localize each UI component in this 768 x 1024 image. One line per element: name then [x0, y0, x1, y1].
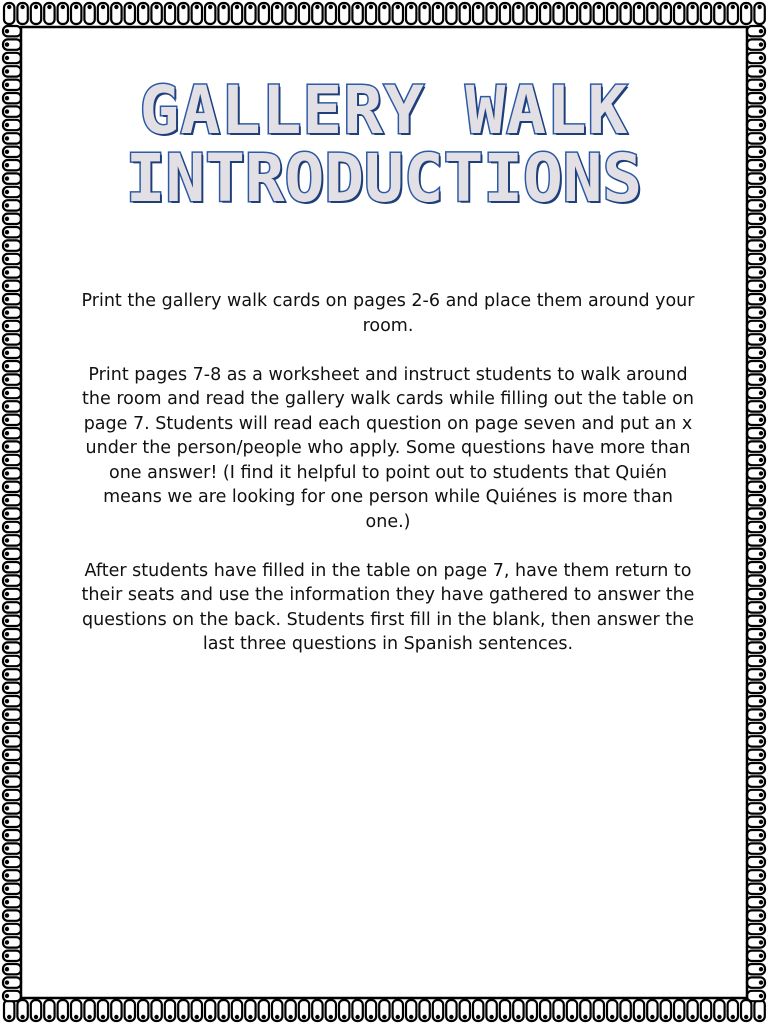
- border-dot: [759, 592, 763, 596]
- border-dot: [759, 793, 763, 797]
- border-dot: [262, 1015, 266, 1019]
- border-dot: [61, 5, 65, 9]
- border-dot: [489, 5, 493, 9]
- border-dot: [623, 5, 627, 9]
- border-dot: [610, 1015, 614, 1019]
- border-dot: [759, 913, 763, 917]
- title-block: [0, 72, 768, 217]
- border-dot: [759, 565, 763, 569]
- border-dot: [759, 498, 763, 502]
- border-dot: [5, 270, 9, 274]
- border-dot: [87, 1015, 91, 1019]
- border-dot: [315, 1015, 319, 1019]
- border-dot: [5, 686, 9, 690]
- border-dot: [168, 1015, 172, 1019]
- instructions-body: [78, 289, 698, 681]
- border-dot: [759, 833, 763, 837]
- border-dot: [5, 56, 9, 60]
- border-dot: [759, 284, 763, 288]
- border-dot: [690, 5, 694, 9]
- border-dot: [5, 632, 9, 636]
- border-dot: [275, 5, 279, 9]
- border-dot: [503, 1015, 507, 1019]
- border-dot: [759, 672, 763, 676]
- border-dot: [476, 1015, 480, 1019]
- border-dot: [759, 766, 763, 770]
- border-dot: [637, 5, 641, 9]
- border-dot: [208, 5, 212, 9]
- border-dot: [382, 1015, 386, 1019]
- border-dot: [248, 1015, 252, 1019]
- border-dot: [731, 5, 735, 9]
- border-dot: [759, 217, 763, 221]
- page-title-line-1: GALLERY WALK: [139, 72, 629, 149]
- border-dot: [449, 5, 453, 9]
- border-dot: [759, 605, 763, 609]
- border-dot: [650, 1015, 654, 1019]
- border-dot: [463, 1015, 467, 1019]
- border-dot: [114, 5, 118, 9]
- border-dot: [5, 485, 9, 489]
- border-dot: [5, 230, 9, 234]
- border-dot: [5, 766, 9, 770]
- border-dot: [5, 967, 9, 971]
- instruction-paragraph-3: After students have filled in the table on page 7, have them return to their seats and use the information they have gathered to answer the questions on the back. Students first fill in the blank, then answer the last three questions in Spanish sentences.: [81, 560, 695, 654]
- border-dot: [262, 5, 266, 9]
- border-dot: [5, 257, 9, 261]
- border-dot: [677, 5, 681, 9]
- border-dot: [759, 337, 763, 341]
- border-dot: [5, 511, 9, 515]
- border-dot: [355, 1015, 359, 1019]
- border-dot: [34, 5, 38, 9]
- border-dot: [759, 42, 763, 46]
- border-dot: [409, 1015, 413, 1019]
- border-dot: [759, 431, 763, 435]
- border-dot: [731, 1015, 735, 1019]
- border-dot: [235, 1015, 239, 1019]
- border-dot: [128, 1015, 132, 1019]
- border-dot: [5, 645, 9, 649]
- border-dot: [449, 1015, 453, 1019]
- border-dot: [101, 5, 105, 9]
- border-dot: [759, 632, 763, 636]
- border-dot: [5, 498, 9, 502]
- border-dot: [235, 5, 239, 9]
- border-dot: [5, 659, 9, 663]
- border-dot: [5, 712, 9, 716]
- instruction-paragraph-1: Print the gallery walk cards on pages 2-6 and place them around your room.: [81, 291, 695, 336]
- border-dot: [516, 5, 520, 9]
- border-dot: [759, 458, 763, 462]
- border-dot: [503, 5, 507, 9]
- border-dot: [759, 967, 763, 971]
- border-dot: [757, 1015, 761, 1019]
- border-dot: [154, 1015, 158, 1019]
- border-dot: [650, 5, 654, 9]
- border-dot: [409, 5, 413, 9]
- border-dot: [759, 471, 763, 475]
- border-dot: [5, 753, 9, 757]
- border-dot: [141, 1015, 145, 1019]
- border-dot: [597, 5, 601, 9]
- border-dot: [114, 1015, 118, 1019]
- border-dot: [583, 5, 587, 9]
- border-dot: [5, 672, 9, 676]
- border-dot: [275, 1015, 279, 1019]
- border-dot: [5, 726, 9, 730]
- border-dot: [342, 1015, 346, 1019]
- border-dot: [5, 217, 9, 221]
- border-dot: [5, 391, 9, 395]
- border-dot: [369, 5, 373, 9]
- border-dot: [5, 806, 9, 810]
- border-dot: [5, 310, 9, 314]
- border-dot: [422, 5, 426, 9]
- border-dot: [690, 1015, 694, 1019]
- border-dot: [5, 404, 9, 408]
- border-dot: [530, 1015, 534, 1019]
- border-dot: [759, 310, 763, 314]
- border-dot: [5, 994, 9, 998]
- border-dot: [5, 900, 9, 904]
- border-dot: [759, 364, 763, 368]
- border-dot: [757, 5, 761, 9]
- border-dot: [759, 511, 763, 515]
- border-dot: [583, 1015, 587, 1019]
- border-dot: [5, 927, 9, 931]
- border-dot: [610, 5, 614, 9]
- border-dot: [302, 5, 306, 9]
- border-dot: [5, 284, 9, 288]
- border-dot: [34, 1015, 38, 1019]
- border-dot: [759, 820, 763, 824]
- border-dot: [489, 1015, 493, 1019]
- border-dot: [195, 1015, 199, 1019]
- border-dot: [221, 1015, 225, 1019]
- border-dot: [47, 5, 51, 9]
- border-dot: [5, 565, 9, 569]
- border-dot: [181, 1015, 185, 1019]
- border-dot: [759, 351, 763, 355]
- border-dot: [759, 230, 763, 234]
- border-dot: [5, 592, 9, 596]
- border-dot: [5, 873, 9, 877]
- border-dot: [7, 1015, 11, 1019]
- border-dot: [5, 793, 9, 797]
- border-dot: [5, 297, 9, 301]
- border-dot: [759, 552, 763, 556]
- border-dot: [759, 69, 763, 73]
- border-dot: [543, 5, 547, 9]
- instruction-paragraph-2: Print pages 7-8 as a worksheet and instruct students to walk around the room and read the gallery walk cards while filling out the table on page 7. Students will read each question on page seven and put an x under the person/people who apply. Some questions have more than one answer! (I find it helpful to point out to students that Quién means we are looking for one person while Quiénes is more than one.): [82, 364, 694, 532]
- border-dot: [369, 1015, 373, 1019]
- border-dot: [759, 860, 763, 864]
- border-dot: [759, 954, 763, 958]
- border-dot: [759, 56, 763, 60]
- border-dot: [759, 270, 763, 274]
- border-dot: [744, 5, 748, 9]
- border-dot: [5, 699, 9, 703]
- border-dot: [5, 458, 9, 462]
- border-dot: [759, 779, 763, 783]
- border-dot: [5, 538, 9, 542]
- border-dot: [759, 873, 763, 877]
- border-dot: [141, 5, 145, 9]
- border-dot: [396, 5, 400, 9]
- border-dot: [181, 5, 185, 9]
- border-dot: [5, 431, 9, 435]
- border-dot: [5, 954, 9, 958]
- border-dot: [759, 980, 763, 984]
- border-dot: [5, 578, 9, 582]
- border-dot: [556, 5, 560, 9]
- border-dot: [759, 391, 763, 395]
- border-dot: [637, 1015, 641, 1019]
- border-dot: [5, 471, 9, 475]
- border-dot: [5, 980, 9, 984]
- border-dot: [759, 525, 763, 529]
- border-dot: [5, 444, 9, 448]
- border-dot: [5, 833, 9, 837]
- border-dot: [759, 887, 763, 891]
- border-dot: [87, 5, 91, 9]
- border-dot: [5, 605, 9, 609]
- border-dot: [704, 1015, 708, 1019]
- border-dot: [759, 297, 763, 301]
- border-dot: [5, 364, 9, 368]
- border-dot: [74, 1015, 78, 1019]
- border-dot: [664, 5, 668, 9]
- border-dot: [5, 913, 9, 917]
- border-dot: [5, 739, 9, 743]
- border-dot: [759, 994, 763, 998]
- border-dot: [744, 1015, 748, 1019]
- border-dot: [5, 42, 9, 46]
- border-dot: [530, 5, 534, 9]
- border-dot: [47, 1015, 51, 1019]
- border-dot: [5, 940, 9, 944]
- border-dot: [759, 645, 763, 649]
- border-dot: [422, 1015, 426, 1019]
- border-dot: [61, 1015, 65, 1019]
- border-dot: [759, 753, 763, 757]
- border-dot: [759, 846, 763, 850]
- border-dot: [396, 1015, 400, 1019]
- border-dot: [5, 29, 9, 33]
- page-title-line-2: INTRODUCTIONS: [125, 140, 643, 217]
- border-dot: [717, 5, 721, 9]
- border-dot: [463, 5, 467, 9]
- border-dot: [5, 418, 9, 422]
- border-dot: [248, 5, 252, 9]
- border-dot: [759, 324, 763, 328]
- border-dot: [476, 5, 480, 9]
- border-dot: [436, 5, 440, 9]
- border-dot: [759, 927, 763, 931]
- border-dot: [7, 5, 11, 9]
- border-dot: [5, 351, 9, 355]
- border-dot: [5, 243, 9, 247]
- border-dot: [168, 5, 172, 9]
- border-dot: [315, 5, 319, 9]
- border-dot: [5, 552, 9, 556]
- border-dot: [759, 418, 763, 422]
- border-dot: [288, 1015, 292, 1019]
- border-dot: [5, 377, 9, 381]
- border-dot: [570, 5, 574, 9]
- border-dot: [101, 1015, 105, 1019]
- border-dot: [759, 806, 763, 810]
- border-dot: [704, 5, 708, 9]
- border-dot: [623, 1015, 627, 1019]
- border-dot: [717, 1015, 721, 1019]
- border-dot: [759, 619, 763, 623]
- border-dot: [664, 1015, 668, 1019]
- border-dot: [208, 1015, 212, 1019]
- border-dot: [759, 739, 763, 743]
- border-dot: [195, 5, 199, 9]
- border-dot: [5, 337, 9, 341]
- border-dot: [759, 444, 763, 448]
- border-dot: [5, 820, 9, 824]
- border-dot: [759, 377, 763, 381]
- border-dot: [759, 699, 763, 703]
- border-dot: [5, 779, 9, 783]
- border-dot: [759, 404, 763, 408]
- border-dot: [355, 5, 359, 9]
- border-dot: [329, 5, 333, 9]
- border-dot: [5, 324, 9, 328]
- border-dot: [288, 5, 292, 9]
- border-dot: [516, 1015, 520, 1019]
- border-dot: [759, 686, 763, 690]
- border-dot: [759, 243, 763, 247]
- border-dot: [759, 940, 763, 944]
- border-dot: [570, 1015, 574, 1019]
- border-dot: [759, 578, 763, 582]
- border-dot: [128, 5, 132, 9]
- border-dot: [556, 1015, 560, 1019]
- border-dot: [302, 1015, 306, 1019]
- border-dot: [20, 5, 24, 9]
- border-dot: [382, 5, 386, 9]
- border-dot: [759, 712, 763, 716]
- border-dot: [154, 5, 158, 9]
- border-dot: [20, 1015, 24, 1019]
- border-dot: [5, 860, 9, 864]
- border-dot: [221, 5, 225, 9]
- border-dot: [759, 726, 763, 730]
- border-dot: [759, 659, 763, 663]
- border-dot: [759, 29, 763, 33]
- border-dot: [597, 1015, 601, 1019]
- border-dot: [342, 5, 346, 9]
- border-dot: [5, 887, 9, 891]
- border-dot: [759, 900, 763, 904]
- border-dot: [759, 538, 763, 542]
- border-dot: [436, 1015, 440, 1019]
- border-dot: [543, 1015, 547, 1019]
- border-dot: [759, 257, 763, 261]
- border-dot: [5, 69, 9, 73]
- border-dot: [5, 846, 9, 850]
- border-dot: [759, 485, 763, 489]
- border-dot: [329, 1015, 333, 1019]
- border-dot: [677, 1015, 681, 1019]
- border-dot: [5, 619, 9, 623]
- border-dot: [5, 525, 9, 529]
- border-dot: [74, 5, 78, 9]
